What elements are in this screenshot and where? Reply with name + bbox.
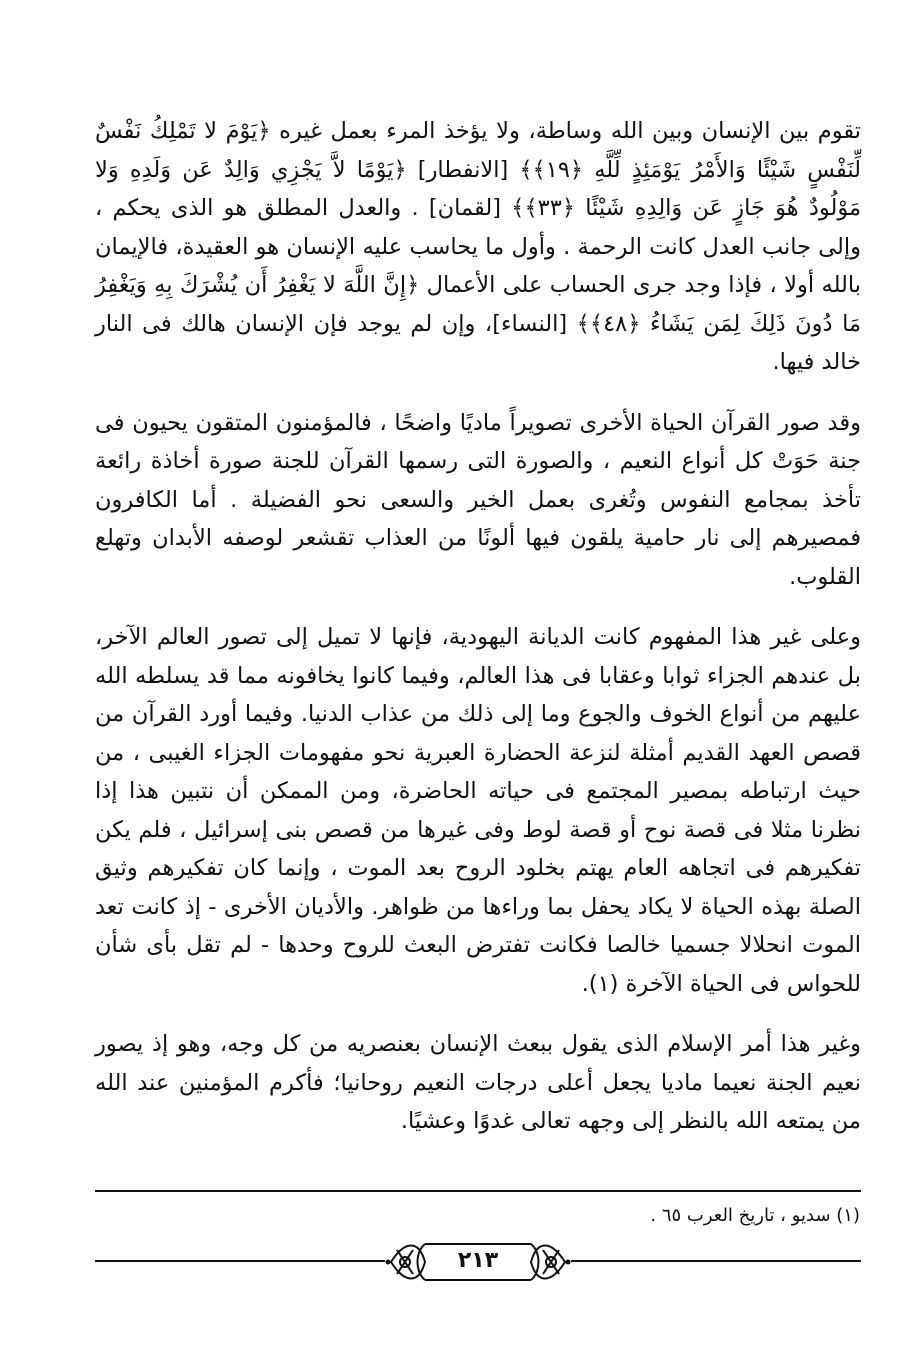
page-footer <box>95 1232 861 1292</box>
paragraph-3: وعلى غير هذا المفهوم كانت الديانة اليهودية، فإنها لا تميل إلى تصور العالم الآخر، بل عندهم الجزاء ثوابا وعقابا فى هذا العالم، وفيما كانوا يخافونه مما قد يسلطه الله عليهم من أنواع الخوف والجوع وما إلى ذلك من عذاب الدنيا. وفيما أورد القرآن من قصص العهد القديم أمثلة لنزعة الحضارة العبرية نحو مفهومات الجزاء الغيبى ، من حيث ارتباطه بمصير المجتمع فى حياته الحاضرة، ومن الممكن أن نتبين هذا إذا نظرنا مثلا فى قصة نوح أو قصة لوط وفى غيرها من قصص بنى إسرائيل ، فلم يكن تفكيرهم فى اتجاهه العام يهتم بخلود الروح بعد الموت ، وإنما كان تفكيرهم وثيق الصلة بهذه الحياة لا يكاد يحفل بما وراءها من ظواهر. والأديان الأخرى - إذ كانت تعد الموت انحلالا جسميا خالصا فكانت تفترض البعث للروح وحدها - لم تقل بأى شأن للحواس فى الحياة الآخرة (١). <box>95 624 861 997</box>
paragraph-4: وغير هذا أمر الإسلام الذى يقول ببعث الإنسان بعنصريه من كل وجه، وهو إذ يصور نعيم الجنة نعيما ماديا يجعل أعلى درجات النعيم روحانيا؛ فأكرم المؤمنين عند الله من يمتعه الله بالنظر إلى وجهه تعالى غدوًا وعشيًا. <box>95 1031 861 1134</box>
page-number: ٢١٣ <box>457 1248 499 1273</box>
footnote-divider <box>95 1190 861 1192</box>
footnote: (١) سديو ، تاريخ العرب ٦٥ . <box>650 1205 860 1226</box>
footer-rule-right <box>571 1260 861 1262</box>
page-body <box>95 112 861 1163</box>
paragraph-1: تقوم بين الإنسان وبين الله وساطة، ولا يؤخذ المرء بعمل غيره ﴿يَوْمَ لا تَمْلِكُ نَفْسٌ لِّنَفْسٍ شَيْئًا وَالأَمْرُ يَوْمَئِذٍ لِّلَّهِ ﴿١٩﴾﴾ [الانفطار] ﴿يَوْمًا لاَّ يَجْزِي وَالِدٌ عَن وَلَدِهِ وَلا مَوْلُودٌ هُوَ جَازٍ عَن وَالِدِهِ شَيْئًا ﴿٣٣﴾﴾ [لقمان] . والعدل المطلق هو الذى يحكم ، وإلى جانب العدل كانت الرحمة . وأول ما يحاسب عليه الإنسان هو العقيدة، فالإيمان بالله أولا ، فإذا وجد جرى الحساب على الأعمال ﴿إِنَّ اللَّهَ لا يَغْفِرُ أَن يُشْرَكَ بِهِ وَيَغْفِرُ مَا دُونَ ذَلِكَ لِمَن يَشَاءُ ﴿٤٨﴾﴾ [النساء]، وإن لم يوجد فإن الإنسان هالك فى النار خالد فيها. <box>95 118 861 375</box>
footer-rule-left <box>95 1260 385 1262</box>
paragraph-2: وقد صور القرآن الحياة الأخرى تصويراً ماديًا واضحًا ، فالمؤمنون المتقون يحيون فى جنة حَوَتْ كل أنواع النعيم ، والصورة التى رسمها القرآن للجنة صورة أخاذة رائعة تأخذ بمجامع النفوس وتُغرى بعمل الخير والسعى نحو الفضيلة . أما الكافرون فمصيرهم إلى نار حامية يلقون فيها ألونًا من العذاب تقشعر لوصفه الأبدان وتهلع القلوب. <box>95 409 861 590</box>
